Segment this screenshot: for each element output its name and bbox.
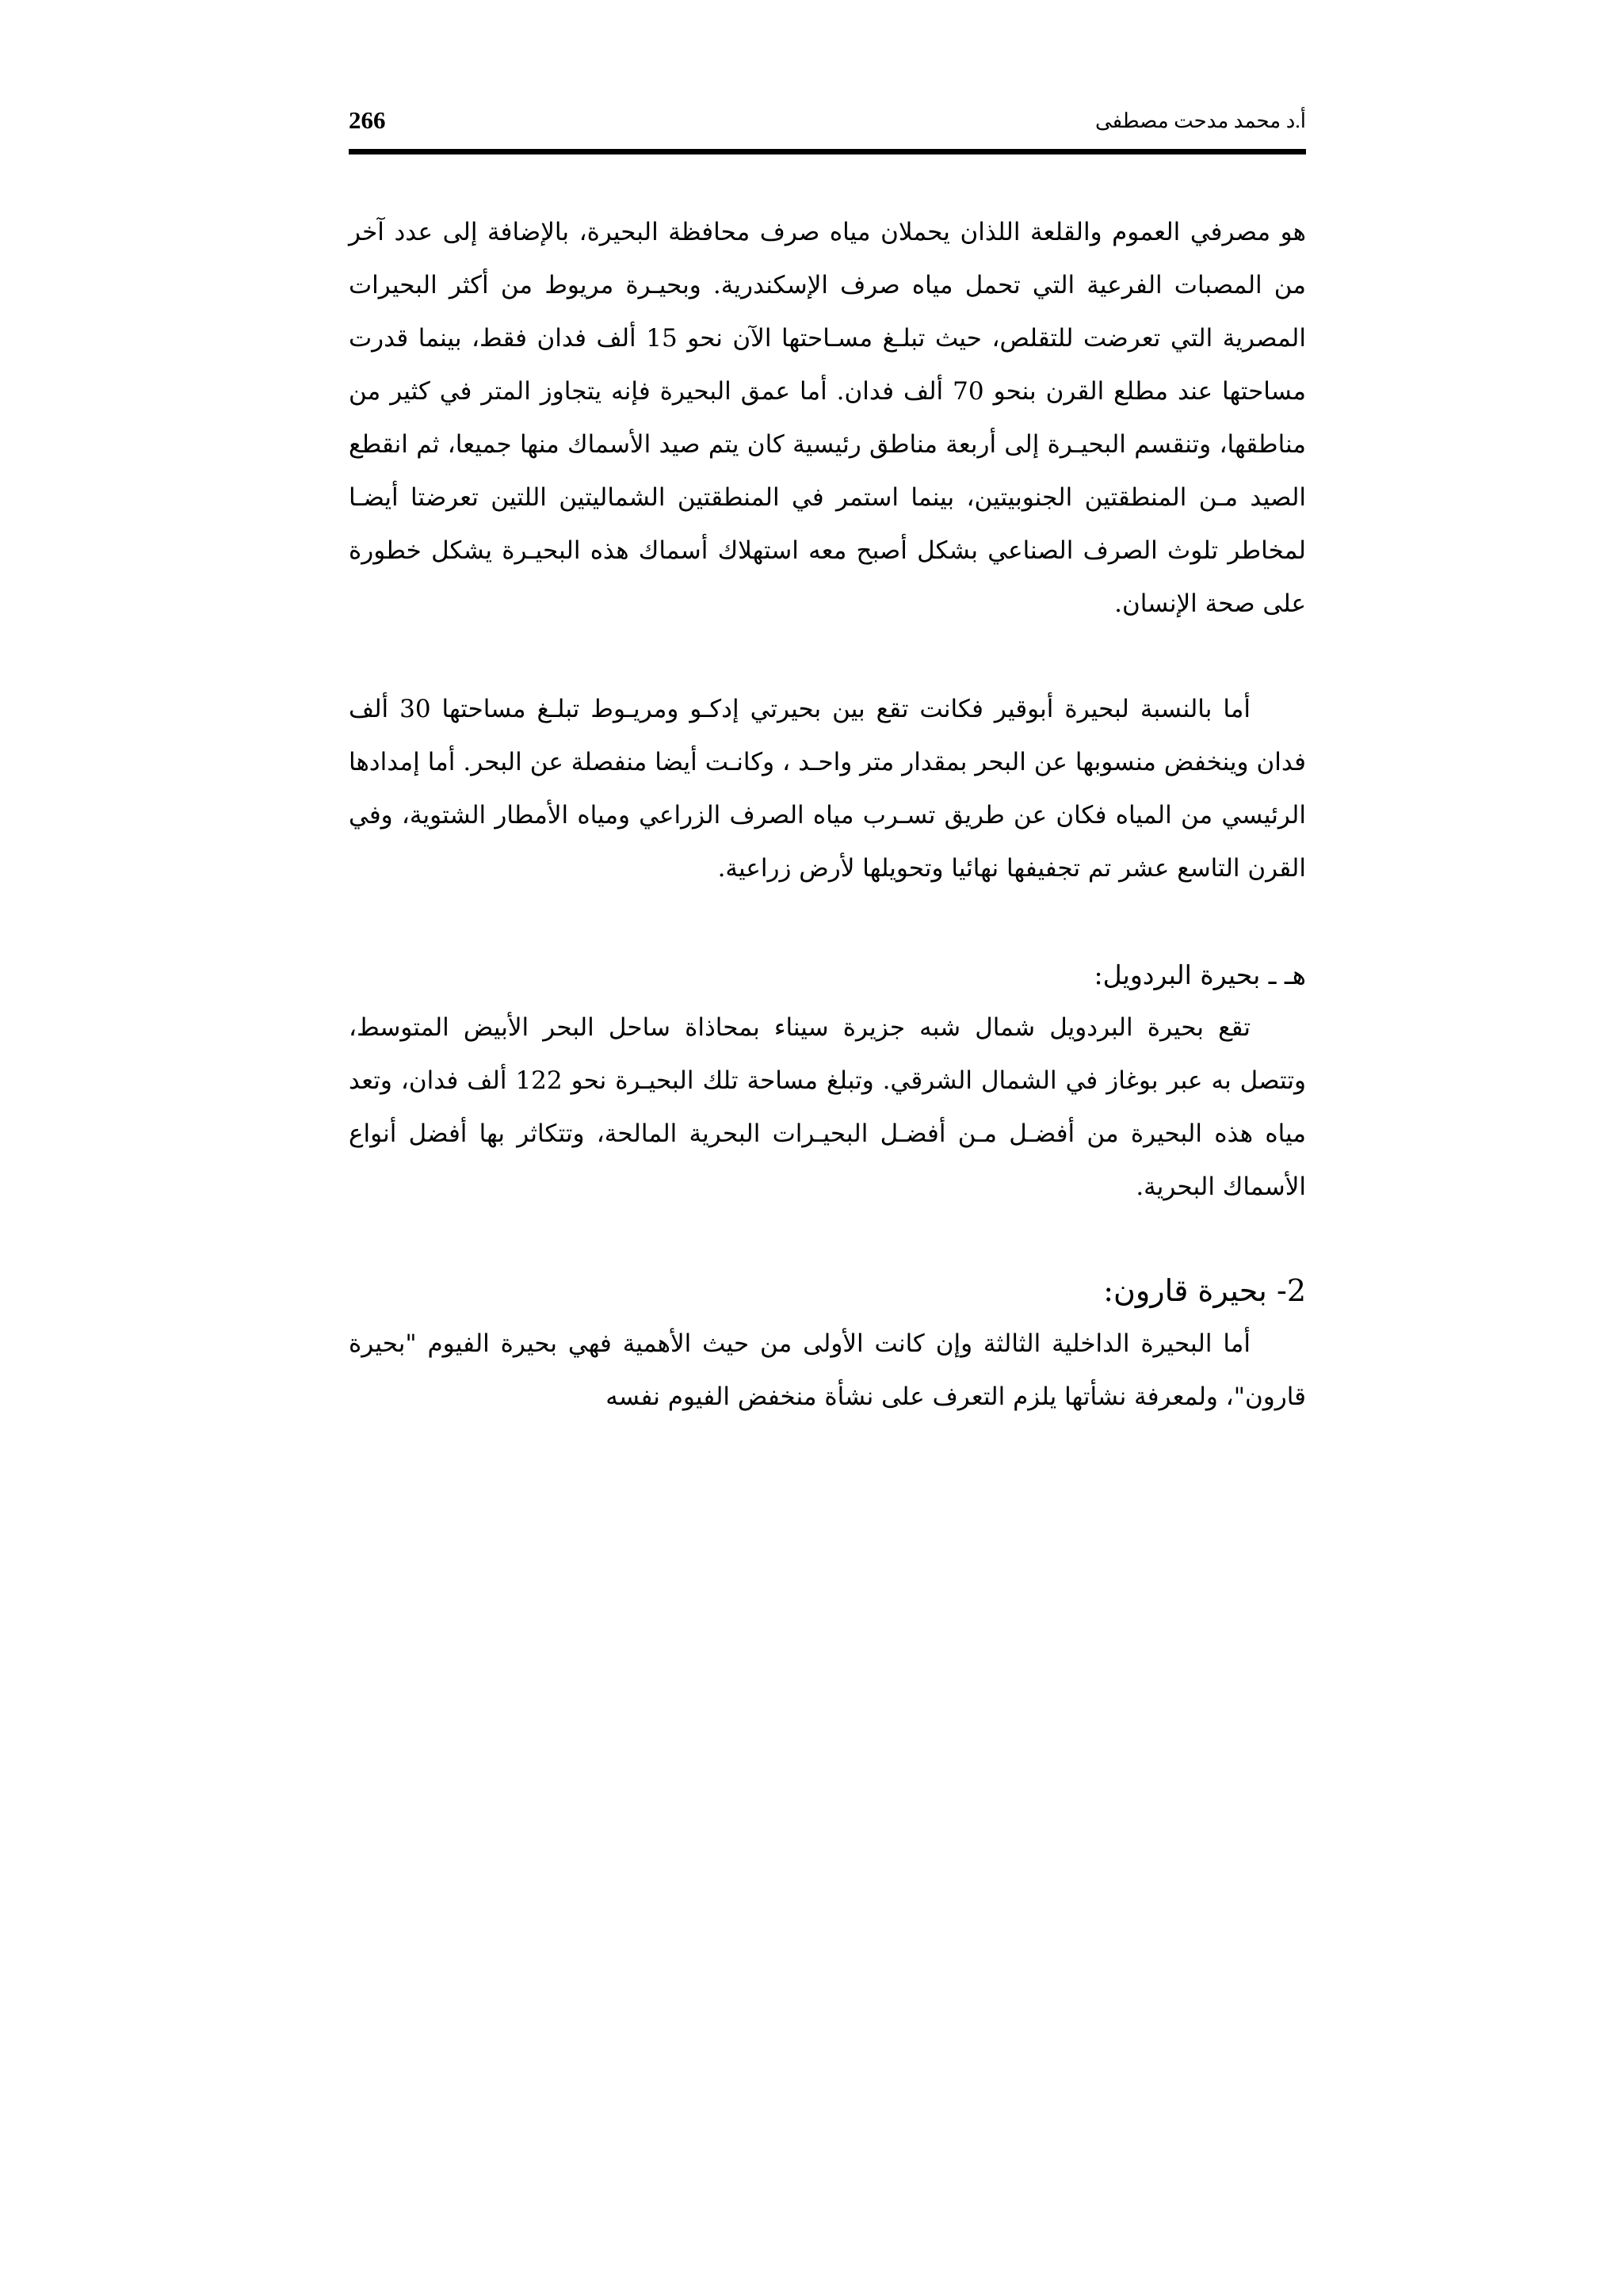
page-body [349, 206, 1306, 1424]
paragraph-mariut-lake: هو مصرفي العموم والقلعة اللذان يحملان مياه صرف محافظة البحيرة، بالإضافة إلى عدد آخر من المصبات الفرعية التي تحمل مياه صرف الإسكندرية. وبحيـرة مريوط من أكثر البحيرات المصرية التي تعرضت للتقلص، حيث تبلـغ مسـاحتها الآن نحو 15 ألف فدان فقط، بينما قدرت مساحتها عند مطلع القرن بنحو 70 ألف فدان. أما عمق البحيرة فإنه يتجاوز المتر في كثير من مناطقها، وتنقسم البحيـرة إلى أربعة مناطق رئيسية كان يتم صيد الأسماك منها جميعا، ثم انقطع الصيد مـن المنطقتين الجنوبيتين، بينما استمر في المنطقتين الشماليتين اللتين تعرضتا أيضـا لمخاطر تلوث الصرف الصناعي بشكل أصبح معه استهلاك أسماك هذه البحيـرة يشكل خطورة على صحة الإنسان. [349, 218, 1307, 618]
page-number: 266 [349, 106, 386, 134]
paragraph-bardawil-lake: تقع بحيرة البردويل شمال شبه جزيرة سيناء بمحاذاة ساحل البحر الأبيض المتوسط، وتتصل به عبر بوغاز في الشمال الشرقي. وتبلغ مساحة تلك البحيـرة نحو 122 ألف فدان، وتعد مياه هذه البحيرة من أفضـل مـن أفضـل البحيـرات البحرية المالحة، وتتكاثر بها أفضل أنواع الأسماك البحرية. [349, 1013, 1306, 1201]
section-heading-qarun: 2- بحيرة قارون: [1103, 1273, 1306, 1308]
paragraph-qarun-lake: أما البحيرة الداخلية الثالثة وإن كانت الأولى من حيث الأهمية فهي بحيرة الفيوم "بحيرة قارون"، ولمعرفة نشأتها يلزم التعرف على نشأة منخفض الفيوم نفسه [349, 1329, 1306, 1411]
section-heading-bardawil: هـ ـ بحيرة البردويل: [1094, 959, 1306, 990]
paragraph-abu-qir-lake: أما بالنسبة لبحيرة أبوقير فكانت تقع بين بحيرتي إدكـو ومريـوط تبلـغ مساحتها 30 ألف فدان وينخفض منسوبها عن البحر بمقدار متر واحـد ، وكانـت أيضا منفصلة عن البحر. أما إمدادها الرئيسي من المياه فكان عن طريق تسـرب مياه الصرف الزراعي ومياه الأمطار الشتوية، وفي القرن التاسع عشر تم تجفيفها نهائيا وتحويلها لأرض زراعية. [349, 695, 1306, 883]
page-header [349, 101, 1306, 154]
running-head-author: أ.د محمد مدحت مصطفى [1095, 109, 1306, 132]
